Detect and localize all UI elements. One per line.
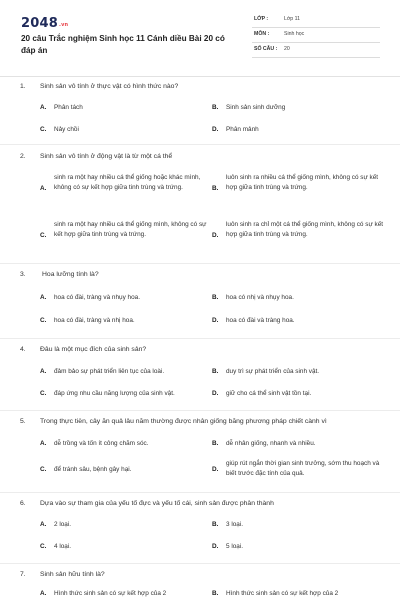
option-text: 2 loại. (54, 521, 72, 528)
option-text: sinh ra một hay nhiều cá thể giống hoặc khác mình, không có sự kết hợp giữa tinh trùng và trứng. (54, 174, 201, 192)
option-text: Phân tách (54, 104, 83, 111)
option-letter: B. (212, 440, 219, 447)
question-number: 5. (20, 418, 26, 425)
meta-key: LỚP : (254, 16, 269, 22)
option-letter: C. (40, 317, 47, 324)
option-text: giúp rút ngắn thời gian sinh trưởng, sớm thu hoạch và biết trước đặc tính của quả. (226, 460, 380, 478)
meta-row-count (252, 43, 380, 58)
option-letter: A. (40, 104, 47, 111)
meta-value: 20 (284, 46, 290, 52)
meta-value: Sinh học (284, 31, 305, 37)
question-divider (0, 563, 400, 564)
option-text: để tránh sâu, bệnh gây hại. (54, 466, 132, 473)
option-letter: D. (212, 126, 219, 133)
question-text: Hoa lưỡng tính là? (42, 271, 99, 278)
question-divider (0, 144, 400, 145)
meta-key: SỐ CÂU : (254, 46, 278, 52)
question-text: Sinh sản hữu tính là? (40, 571, 105, 578)
option-text: Sinh sản sinh dưỡng (226, 104, 286, 111)
option-text: sinh ra một hay nhiều cá thể giống mình, không có sự kết hợp giữa tinh trùng và trứng. (54, 221, 207, 239)
option-letter: C. (40, 466, 47, 473)
option-text: dễ trồng và tốn ít công chăm sóc. (54, 440, 149, 447)
option-letter: C. (40, 232, 47, 239)
question-divider (0, 338, 400, 339)
option-letter: D. (212, 466, 219, 473)
option-text: đảm bảo sự phát triển liên tục của loài. (54, 368, 165, 375)
question-number: 1. (20, 83, 26, 90)
option-letter: A. (40, 368, 47, 375)
option-text: Hình thức sinh sản có sự kết hợp của 2 (54, 590, 167, 597)
meta-row-subject (252, 28, 380, 43)
option-letter: B. (212, 185, 219, 192)
option-text: hoa có đài, tràng và nhị hoa. (54, 317, 135, 324)
question-text: Sinh sản vô tính ở thực vật có hình thức nào? (40, 83, 179, 90)
logo-suffix: .vn (58, 22, 69, 28)
option-letter: B. (212, 521, 219, 528)
option-letter: A. (40, 185, 47, 192)
question-divider (0, 492, 400, 493)
option-letter: A. (40, 294, 47, 301)
option-letter: D. (212, 232, 219, 239)
option-letter: A. (40, 521, 47, 528)
option-text: dễ nhân giống, nhanh và nhiều. (226, 440, 316, 447)
question-number: 2. (20, 153, 26, 160)
page-title: 20 câu Trắc nghiệm Sinh học 11 Cánh diều Bài 20 có đáp án (21, 34, 225, 55)
meta-row-grade (252, 13, 380, 28)
option-text: đáp ứng nhu cầu năng lượng của sinh vật. (54, 390, 175, 397)
option-text: duy trì sự phát triển của sinh vật. (226, 368, 320, 375)
question-text: Dựa vào sự tham gia của yếu tố đực và yếu tố cái, sinh sản được phân thành (40, 500, 274, 507)
option-letter: D. (212, 317, 219, 324)
option-letter: C. (40, 390, 47, 397)
option-letter: A. (40, 590, 47, 597)
option-letter: D. (212, 543, 219, 550)
header-divider (0, 76, 400, 77)
question-number: 7. (20, 571, 26, 578)
option-letter: B. (212, 104, 219, 111)
option-letter: A. (40, 440, 47, 447)
option-letter: C. (40, 543, 47, 550)
question-divider (0, 263, 400, 264)
option-letter: B. (212, 294, 219, 301)
question-number: 4. (20, 346, 26, 353)
option-text: luôn sinh ra chỉ một cá thể giống mình, không có sự kết hợp giữa tinh trùng và trứng. (226, 221, 384, 239)
question-number: 3. (20, 271, 26, 278)
option-text: Hình thức sinh sản có sự kết hợp của 2 (226, 590, 339, 597)
option-text: Phân mảnh (226, 126, 259, 133)
option-text: 4 loại. (54, 543, 72, 550)
option-text: giữ cho cá thể sinh vật tồn tại. (226, 390, 312, 397)
option-letter: B. (212, 368, 219, 375)
option-text: 5 loại. (226, 543, 244, 550)
option-text: Nảy chồi (54, 126, 79, 133)
option-text: luôn sinh ra nhiều cá thể giống mình, không có sự kết hợp giữa tinh trùng và trứng. (226, 174, 379, 192)
document-header (0, 0, 400, 72)
meta-key: MÔN : (254, 31, 270, 37)
option-letter: B. (212, 590, 219, 597)
question-text: Đâu là một mục đích của sinh sản? (40, 346, 147, 353)
question-divider (0, 410, 400, 411)
option-text: hoa có đài và tràng hoa. (226, 317, 295, 324)
meta-value: Lớp 11 (284, 16, 300, 22)
option-letter: C. (40, 126, 47, 133)
option-letter: D. (212, 390, 219, 397)
logo-text: 2048 (21, 16, 58, 31)
question-text: Sinh sản vô tính ở động vật là từ một cá thể (40, 153, 173, 160)
option-text: hoa có đài, tràng và nhụy hoa. (54, 294, 140, 301)
option-text: 3 loại. (226, 521, 244, 528)
option-text: hoa có nhị và nhụy hoa. (226, 294, 294, 301)
site-logo[interactable] (21, 16, 68, 31)
question-text: Trong thực tiễn, cây ăn quả lâu năm thường được nhân giống bằng phương pháp chiết cành vì (40, 418, 327, 425)
question-number: 6. (20, 500, 26, 507)
